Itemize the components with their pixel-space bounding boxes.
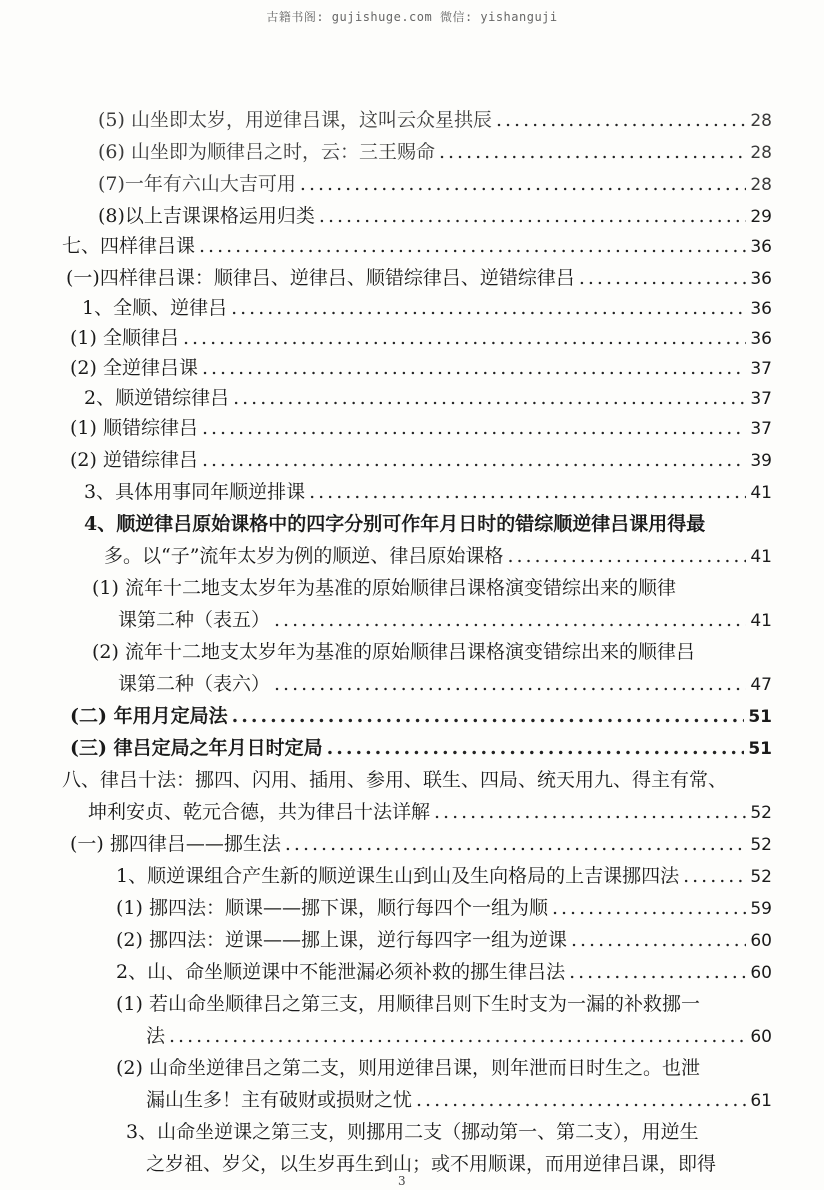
toc-entry: (一)四样律吕课：顺律吕、逆律吕、顺错综律吕、逆错综律吕 ..... 36 [66,264,772,292]
toc-entry: 七、四样律吕课 ..... 36 [62,232,772,260]
toc-entry: (2) 流年十二地支太岁年为基准的原始顺律吕课格演变错综出来的顺律吕 [92,641,695,663]
toc-entry: (5) 山坐即太岁，用逆律吕课，这叫云众星拱辰 ..... 28 [98,106,772,134]
toc-entry: 2、山、命坐顺逆课中不能泄漏必须补救的挪生律吕法 ..... 60 [116,958,772,986]
toc-entry: 坤利安贞、乾元合德，共为律吕十法详解 ..... 52 [88,798,772,826]
toc-entry: (1) 流年十二地支太岁年为基准的原始顺律吕课格演变错综出来的顺律 [92,577,676,599]
toc-entry: 课第二种（表六） ..... 47 [118,670,772,698]
page-number: 3 [398,1174,406,1188]
toc-entry: (8)以上吉课课格运用归类 ..... 29 [98,202,772,230]
toc-entry: (三) 律吕定局之年月日时定局 ..... 51 [70,734,772,762]
toc-entry: (2) 山命坐逆律吕之第二支，则用逆律吕课，则年泄而日时生之。也泄 [116,1057,700,1079]
toc-entry: (2) 挪四法：逆课——挪上课，逆行每四字一组为逆课 ..... 60 [116,926,772,954]
toc-entry: 3、山命坐逆课之第三支，则挪用二支（挪动第一、第二支），用逆生 [126,1121,699,1143]
toc-entry: (1) 若山命坐顺律吕之第三支，用顺律吕则下生时支为一漏的补救挪一 [116,993,700,1015]
toc-entry: (2) 全逆律吕课 ..... 37 [70,354,772,382]
toc-entry: 漏山生多！主有破财或损财之忧 ..... 61 [146,1086,772,1114]
toc-entry: (1) 挪四法：顺课——挪下课，顺行每四个一组为顺 ..... 59 [116,894,772,922]
toc-entry: (6) 山坐即为顺律吕之时，云：三王赐命 ..... 28 [98,138,772,166]
toc-entry: (7)一年有六山大吉可用 ..... 28 [98,170,772,198]
toc-entry: (1) 全顺律吕 ..... 36 [70,324,772,352]
toc-entry: 1、全顺、逆律吕 ..... 36 [82,294,772,322]
toc-entry: 八、律吕十法：挪四、闪用、插用、参用、联生、四局、统天用九、得主有常、 [62,769,728,791]
toc-entry: (一) 挪四律吕——挪生法 ..... 52 [70,830,772,858]
toc-entry: 课第二种（表五） ..... 41 [118,606,772,634]
toc-entry: (二) 年用月定局法 ..... 51 [70,702,772,730]
toc-entry: 4、顺逆律吕原始课格中的四字分别可作年月日时的错综顺逆律吕课用得最 [84,513,706,535]
toc-entry: 法 ..... 60 [146,1022,772,1050]
toc-entry: 2、顺逆错综律吕 ..... 37 [84,384,772,412]
toc-entry: 1、顺逆课组合产生新的顺逆课生山到山及生向格局的上吉课挪四法 ..... 52 [116,862,772,890]
toc-entry: (1) 顺错综律吕 ..... 37 [70,414,772,442]
toc-entry: (2) 逆错综律吕 ..... 39 [70,446,772,474]
toc-entry: 之岁祖、岁父，以生岁再生到山；或不用顺课，而用逆律吕课，即得 [146,1153,717,1175]
watermark: 古籍书阁: gujishuge.com 微信: yishanguji [266,10,558,24]
toc-entry: 3、具体用事同年顺逆排课 ..... 41 [84,478,772,506]
toc-entry: 多。以“子”流年太岁为例的顺逆、律吕原始课格 ..... 41 [104,542,772,570]
